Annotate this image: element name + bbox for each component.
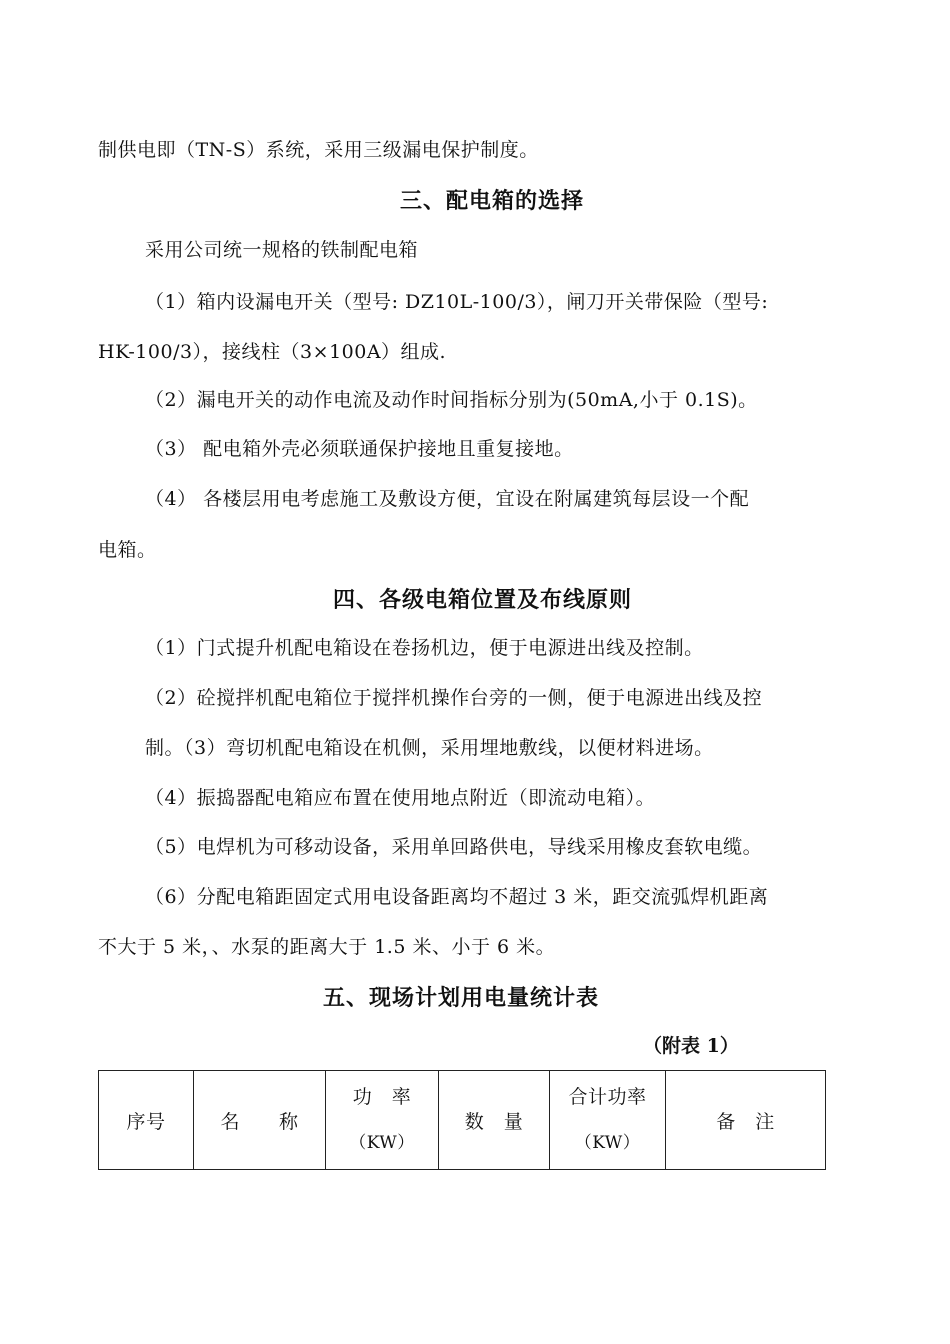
paragraph-line: （4） 各楼层用电考虑施工及敷设方便，宜设在附属建筑每层设一个配 (145, 488, 750, 510)
electricity-usage-table (98, 1070, 826, 1170)
paragraph-line: 制。（3）弯切机配电箱设在机侧，采用埋地敷线，以便材料进场。 (145, 737, 714, 759)
paragraph-line: （2）漏电开关的动作电流及动作时间指标分别为(50mA,小于 0.1S)。 (145, 389, 758, 411)
header-cell-quantity: 数 量 (439, 1071, 550, 1170)
annex-label: （附表 1） (643, 1035, 739, 1057)
header-cell-no: 序号 (99, 1071, 194, 1170)
section-heading-4: 四、各级电箱位置及布线原则 (333, 587, 633, 613)
paragraph-line: 电箱。 (98, 539, 157, 561)
paragraph-line: （4）振捣器配电箱应布置在使用地点附近（即流动电箱）。 (145, 787, 656, 809)
header-cell-name: 名 称 (194, 1071, 326, 1170)
paragraph-line: 制供电即（TN-S）系统，采用三级漏电保护制度。 (98, 139, 539, 161)
section-heading-3: 三、配电箱的选择 (400, 188, 585, 214)
header-cell-power: 功 率 （KW） (326, 1071, 439, 1170)
paragraph-line: HK-100/3），接线柱（3×100A）组成. (98, 341, 447, 363)
table-header-row (99, 1071, 826, 1170)
paragraph-line: （3） 配电箱外壳必须联通保护接地且重复接地。 (145, 438, 574, 460)
paragraph-line: 采用公司统一规格的铁制配电箱 (145, 239, 419, 261)
paragraph-line: （6）分配电箱距固定式用电设备距离均不超过 3 米，距交流弧焊机距离 (145, 886, 769, 908)
header-cell-note: 备 注 (666, 1071, 826, 1170)
paragraph-line: （2）砼搅拌机配电箱位于搅拌机操作台旁的一侧，便于电源进出线及控 (145, 687, 763, 709)
header-cell-total-power: 合计功率 （KW） (550, 1071, 666, 1170)
paragraph-line: （1）箱内设漏电开关（型号: DZ10L-100/3），闸刀开关带保险（型号: (145, 291, 769, 313)
paragraph-line: （1）门式提升机配电箱设在卷扬机边，便于电源进出线及控制。 (145, 637, 704, 659)
paragraph-line: （5）电焊机为可移动设备，采用单回路供电，导线采用橡皮套软电缆。 (145, 836, 763, 858)
section-heading-5: 五、现场计划用电量统计表 (323, 985, 600, 1011)
paragraph-line: 不大于 5 米，、水泵的距离大于 1.5 米、小于 6 米。 (98, 936, 556, 958)
